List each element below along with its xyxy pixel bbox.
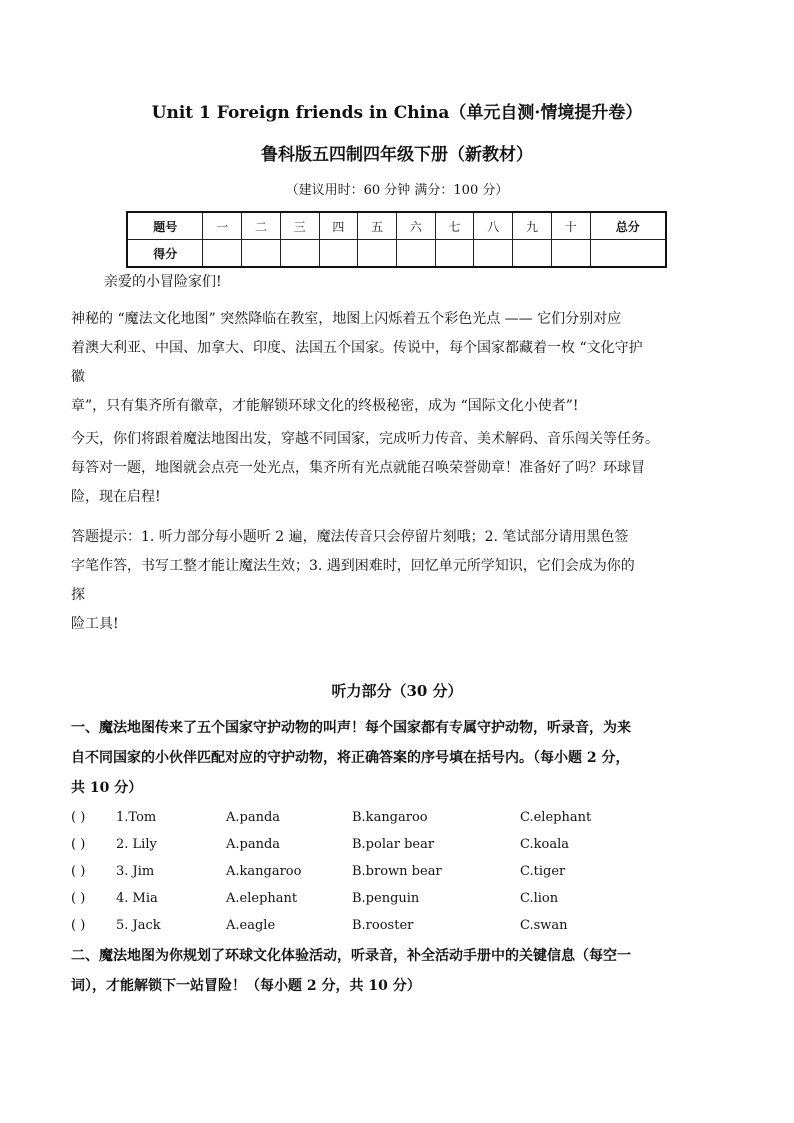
score-cell-total: 总分 (590, 212, 666, 240)
question-item (71, 918, 731, 940)
text-line: 徽 (71, 369, 85, 385)
score-row-label: 得分 (127, 240, 203, 268)
score-blank (551, 240, 590, 268)
score-cell-q8: 八 (474, 212, 513, 240)
answer-tips (71, 523, 726, 639)
score-blank (319, 240, 358, 268)
answer-blank[interactable]: ( ) (71, 837, 86, 852)
text-line: 着澳大利亚、中国、加拿大、印度、法国五个国家。传说中，每个国家都藏着一枚 “文化守护 (71, 340, 643, 356)
option-a: A.elephant (226, 891, 298, 906)
text-line: 共 10 分） (71, 780, 143, 796)
item-number: 5. Jack (116, 918, 161, 933)
item-number: 3. Jim (116, 864, 155, 879)
score-blank (396, 240, 435, 268)
text-line: 字笔作答，书写工整才能让魔法生效；3. 遇到困难时，回忆单元所学知识，它们会成为你的 (71, 558, 635, 574)
score-blank (280, 240, 319, 268)
text-line: 答题提示：1. 听力部分每小题听 2 遍，魔法传音只会停留片刻哦；2. 笔试部分请用黑色签 (71, 529, 629, 545)
score-blank (435, 240, 474, 268)
score-cell-q2: 二 (242, 212, 281, 240)
score-blank (203, 240, 242, 268)
answer-blank[interactable]: ( ) (71, 918, 86, 933)
question-item (71, 864, 731, 886)
text-line: 今天，你们将跟着魔法地图出发，穿越不同国家，完成听力传音、美术解码、音乐闯关等任务。 (71, 431, 659, 447)
option-a: A.panda (226, 810, 281, 825)
text-line: 险工具! (71, 616, 119, 632)
text-line: 二、魔法地图为你规划了环球文化体验活动，听录音，补全活动手册中的关键信息（每空一 (71, 948, 631, 964)
greeting: 亲爱的小冒险家们! (104, 274, 222, 290)
score-cell-q9: 九 (513, 212, 552, 240)
option-c: C.tiger (520, 864, 566, 879)
listening-section-title: 听力部分（30 分） (331, 682, 463, 700)
question-1-instructions (71, 713, 726, 803)
option-a: A.kangaroo (226, 864, 302, 879)
score-table-header-row (127, 212, 666, 240)
option-a: A.panda (226, 837, 281, 852)
text-line: 险，现在启程! (71, 489, 161, 505)
option-b: B.brown bear (352, 864, 442, 879)
answer-blank[interactable]: ( ) (71, 810, 86, 825)
score-blank (242, 240, 281, 268)
question-item (71, 810, 731, 832)
option-c: C.koala (520, 837, 569, 852)
score-blank (590, 240, 666, 268)
answer-blank[interactable]: ( ) (71, 891, 86, 906)
option-c: C.lion (520, 891, 559, 906)
score-blank (474, 240, 513, 268)
text-line: 每答对一题，地图就会点亮一处光点，集齐所有光点就能召唤荣誉勋章！准备好了吗？环球冒 (71, 460, 645, 476)
answer-blank[interactable]: ( ) (71, 864, 86, 879)
question-item (71, 891, 731, 913)
score-cell-q5: 五 (358, 212, 397, 240)
text-line: 一、魔法地图传来了五个国家守护动物的叫声！每个国家都有专属守护动物，听录音，为来 (71, 720, 631, 736)
intro-paragraph-1 (71, 305, 726, 421)
score-cell-q6: 六 (396, 212, 435, 240)
option-c: C.swan (520, 918, 568, 933)
score-table-score-row (127, 240, 666, 268)
question-item (71, 837, 731, 859)
text-line: 词），才能解锁下一站冒险！（每小题 2 分，共 10 分） (71, 978, 421, 994)
score-cell-label: 题号 (127, 212, 203, 240)
text-line: 神秘的 “魔法文化地图” 突然降临在教室，地图上闪烁着五个彩色光点 —— 它们分别对应 (71, 311, 622, 327)
intro-paragraph-2 (71, 425, 726, 512)
option-c: C.elephant (520, 810, 592, 825)
option-b: B.polar bear (352, 837, 435, 852)
score-cell-q3: 三 (280, 212, 319, 240)
option-a: A.eagle (226, 918, 276, 933)
score-blank (358, 240, 397, 268)
question-2-instructions (71, 941, 726, 1001)
option-b: B.rooster (352, 918, 414, 933)
text-line: 章”，只有集齐所有徽章，才能解锁环球文化的终极秘密，成为 “国际文化小使者”! (71, 398, 579, 414)
exam-info: （建议用时：60 分钟 满分：100 分） (285, 183, 509, 198)
score-blank (513, 240, 552, 268)
exam-title: Unit 1 Foreign friends in China（单元自测·情境提升卷） (151, 103, 643, 123)
score-table (126, 211, 667, 268)
exam-subtitle: 鲁科版五四制四年级下册（新教材） (261, 145, 533, 165)
item-number: 1.Tom (116, 810, 157, 825)
score-cell-q7: 七 (435, 212, 474, 240)
score-cell-q4: 四 (319, 212, 358, 240)
item-number: 2. Lily (116, 837, 157, 852)
score-cell-q10: 十 (551, 212, 590, 240)
item-number: 4. Mia (116, 891, 158, 906)
text-line: 探 (71, 587, 85, 603)
option-b: B.penguin (352, 891, 420, 906)
option-b: B.kangaroo (352, 810, 428, 825)
text-line: 自不同国家的小伙伴匹配对应的守护动物，将正确答案的序号填在括号内。（每小题 2 分， (71, 750, 630, 766)
score-cell-q1: 一 (203, 212, 242, 240)
